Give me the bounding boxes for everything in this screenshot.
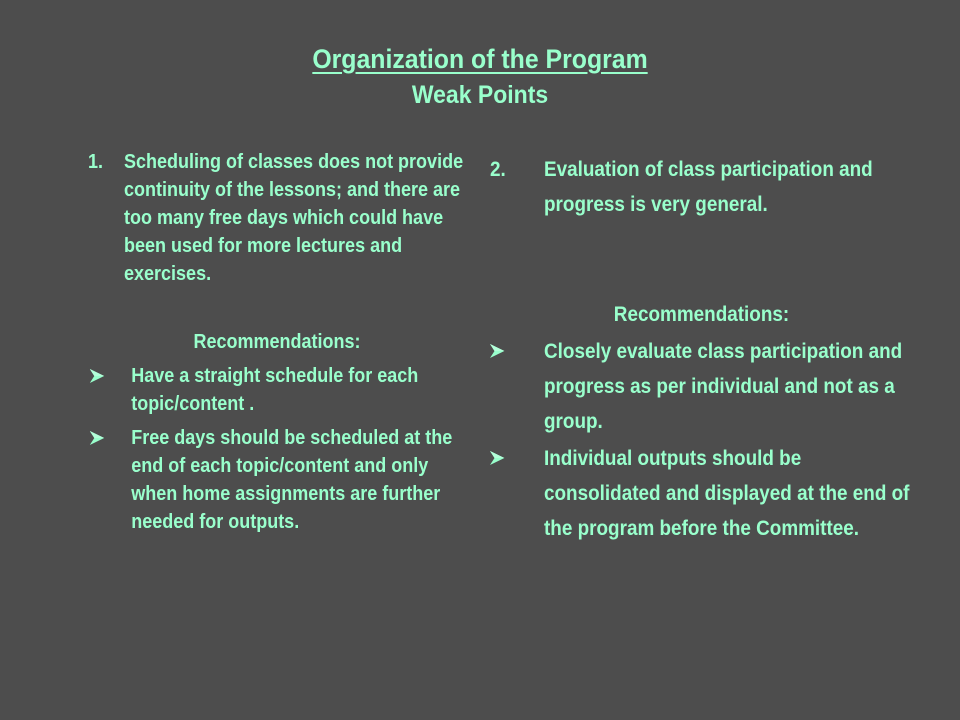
recommendation-text: Free days should be scheduled at the end of each topic/content and only when home assignments are further needed for outputs. <box>131 427 453 533</box>
arrow-bullet-icon <box>490 441 544 546</box>
recommendation-text: Individual outputs should be consolidated and displayed at the end of the program before the Committee. <box>544 447 910 540</box>
right-column <box>490 152 910 546</box>
weak-point-2 <box>490 152 913 222</box>
recommendation-text: Closely evaluate class participation and progress as per individual and not as a group. <box>544 340 903 433</box>
point-text: Evaluation of class participation and progress is very general. <box>544 158 873 216</box>
point-number: 1. <box>88 151 104 173</box>
arrow-bullet-icon <box>88 424 131 536</box>
recommendations-heading: Recommendations: <box>193 331 361 353</box>
point-text: Scheduling of classes does not provide continuity of the lessons; and there are too many free days which could have been used for more lectures and exercises. <box>124 151 464 285</box>
arrow-bullet-icon <box>490 334 544 439</box>
recommendation-item <box>490 441 913 546</box>
slide-subtitle: Weak Points <box>411 81 549 109</box>
recommendation-item <box>88 424 466 536</box>
arrow-bullet-icon <box>88 362 131 418</box>
left-column <box>88 148 468 536</box>
recommendations-heading: Recommendations: <box>613 303 790 326</box>
recommendation-item <box>490 334 913 439</box>
recommendation-text: Have a straight schedule for each topic/content . <box>131 365 419 415</box>
slide-title: Organization of the Program <box>312 44 648 74</box>
recommendation-item <box>88 362 466 418</box>
weak-point-1 <box>88 148 466 288</box>
slide-header <box>0 40 960 112</box>
point-number: 2. <box>490 158 506 181</box>
